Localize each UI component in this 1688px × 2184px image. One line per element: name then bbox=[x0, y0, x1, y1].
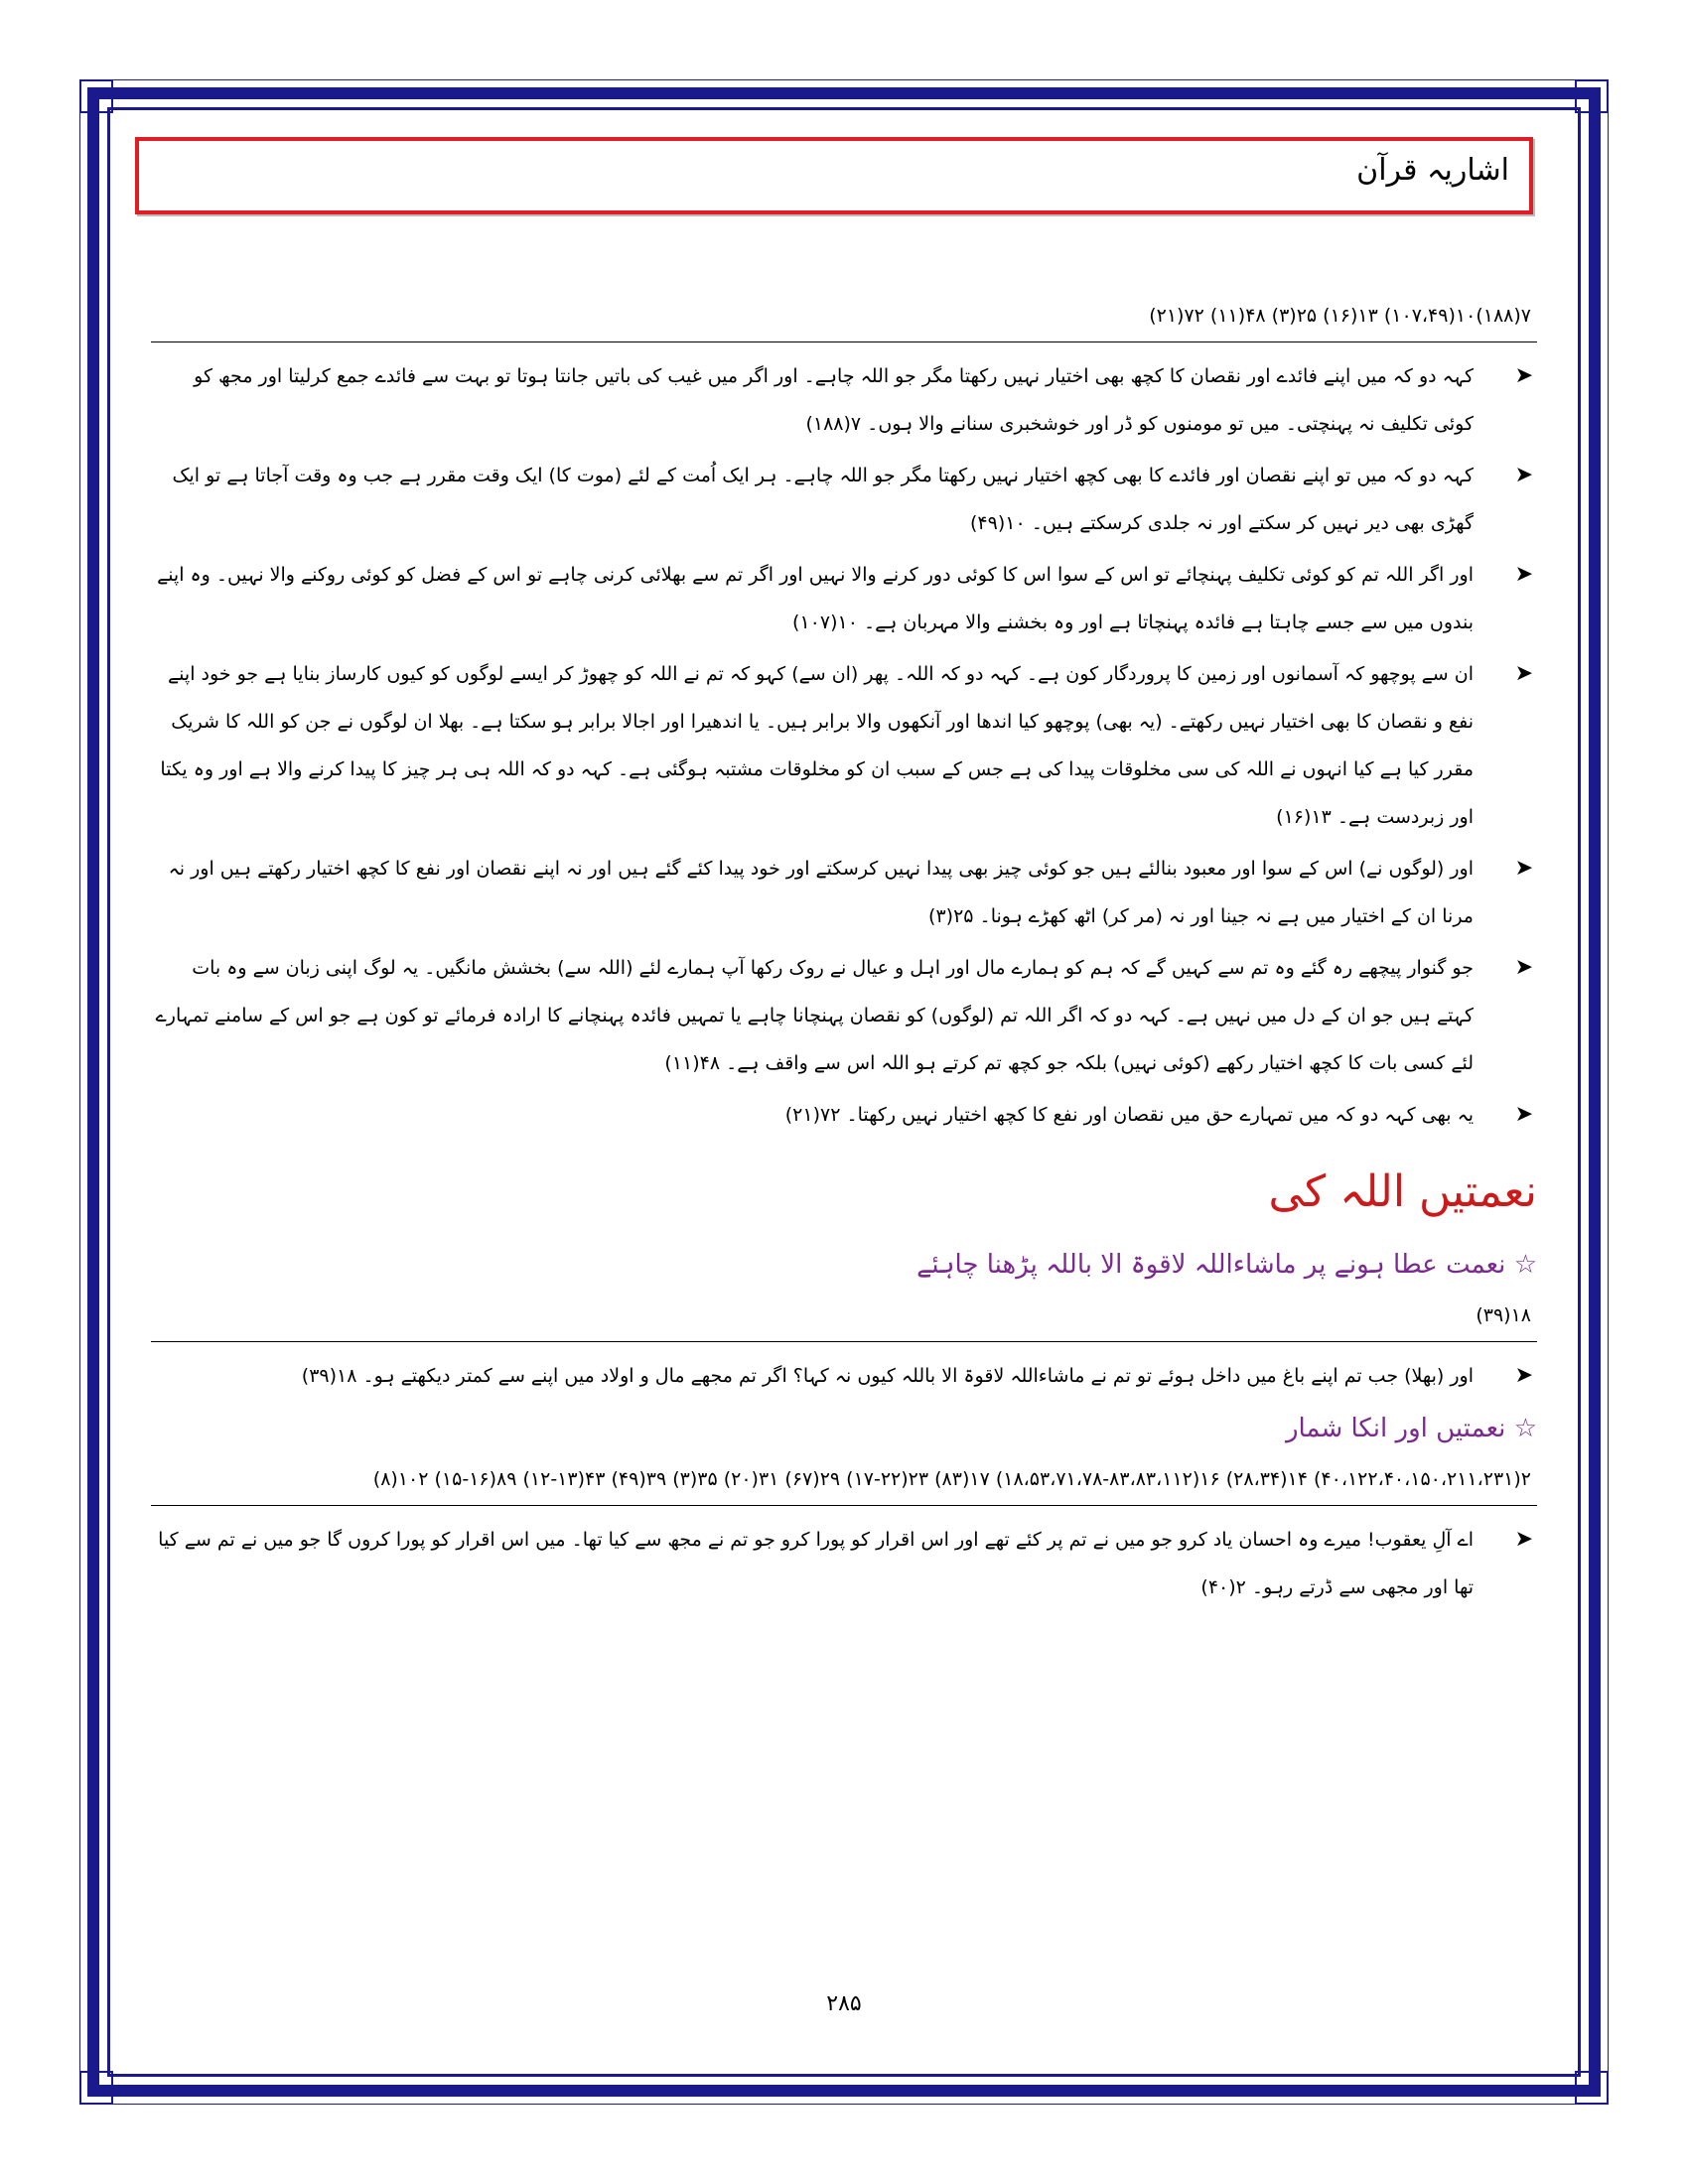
content-area bbox=[151, 298, 1537, 1615]
entry-text: اور اگر اللہ تم کو کوئی تکلیف پہنچائے تو اس کے سوا اس کا کوئی دور کرنے والا نہیں اور اگر تم سے بھلائی کرنی چاہے تو اس کے فضل کو کوئی روکنے والا نہیں۔ وہ اپنے بندوں میں سے جسے چاہتا ہے فائدہ پہنچاتا ہے اور وہ بخشنے والا مہربان ہے۔ ۱۰(۱۰۷) bbox=[157, 564, 1474, 633]
list-item bbox=[151, 551, 1537, 646]
list-item bbox=[151, 1352, 1537, 1400]
arrow-bullet-icon: ➤ bbox=[1514, 363, 1533, 388]
border-corner bbox=[79, 2071, 113, 2105]
divider bbox=[151, 1505, 1537, 1506]
arrow-bullet-icon: ➤ bbox=[1514, 463, 1533, 487]
entry-text: ان سے پوچھو کہ آسمانوں اور زمین کا پروردگار کون ہے۔ کہہ دو کہ اللہ۔ پھر (ان سے) کہو کہ تم نے اللہ کو چھوڑ کر ایسے لوگوں کو کیوں کارساز بنایا ہے جو خود اپنے نفع و نقصان کا بھی اختیار نہیں رکھتے۔ (یہ بھی) پوچھو کیا اندھا اور آنکھوں والا برابر ہیں۔ یا اندھیرا اور اجالا برابر ہو سکتا ہے۔ بھلا ان لوگوں نے جن کو اللہ کا شریک مقرر کیا ہے کیا انہوں نے اللہ کی سی مخلوقات پیدا کی ہے جس کے سبب ان کو مخلوقات مشتبہ ہوگئی ہے۔ کہہ دو کہ اللہ ہی ہر چیز کا پیدا کرنے والا ہے اور وہ یکتا اور زبردست ہے۔ ۱۳(۱۶) bbox=[160, 663, 1474, 828]
list-item bbox=[151, 452, 1537, 547]
star-icon: ☆ bbox=[1513, 1414, 1537, 1443]
arrow-bullet-icon: ➤ bbox=[1514, 856, 1533, 881]
reference-list: ۱۸(۳۹) bbox=[1476, 1304, 1531, 1326]
reference-list: ۲(۴۰،۱۲۲،۴۰،۱۵۰،۲۱۱،۲۳۱) ۱۴(۲۸،۳۴) ۱۶(۱۸،۵۳،۷۱،۷۸-۸۳،۸۳،۱۱۲) ۱۷(۸۳) ۲۳(۱۷-۲۲) ۲۹(۶۷) ۳۱(۲۰) ۳۵(۳) ۳۹(۴۹) ۴۳(۱۲-۱۳) ۸۹(۱۵-۱۶) ۱۰۲(۸) bbox=[372, 1468, 1531, 1490]
star-icon: ☆ bbox=[1513, 1250, 1537, 1280]
page-number: ۲۸۵ bbox=[826, 1991, 862, 2016]
subsection-title bbox=[151, 1240, 1537, 1290]
divider bbox=[151, 341, 1537, 342]
border-corner bbox=[1575, 79, 1609, 113]
subsection-title-text: نعمت عطا ہونے پر ماشاءاللہ لاقوۃ الا باللہ پڑھنا چاہئے bbox=[916, 1250, 1506, 1280]
border-corner bbox=[79, 79, 113, 113]
list-item bbox=[151, 1091, 1537, 1139]
list-item bbox=[151, 1516, 1537, 1611]
entry-text: اور (بھلا) جب تم اپنے باغ میں داخل ہوئے تو تم نے ماشاءاللہ لاقوۃ الا باللہ کیوں نہ کہا؟ اگر تم مجھے مال و اولاد میں اپنے سے کمتر دیکھتے ہو۔ ۱۸(۳۹) bbox=[301, 1365, 1474, 1387]
subsection-title-text: نعمتیں اور انکا شمار bbox=[1285, 1414, 1506, 1443]
reference-list: ۷(۱۸۸)۱۰(۱۰۷،۴۹) ۱۳(۱۶) ۲۵(۳) ۴۸(۱۱) ۷۲(۲۱) bbox=[1149, 305, 1531, 327]
entry-text: کہہ دو کہ میں تو اپنے نقصان اور فائدے کا بھی کچھ اختیار نہیں رکھتا مگر جو اللہ چاہے۔ ہر ایک اُمت کے لئے (موت کا) ایک وقت مقرر ہے جب وہ وقت آجاتا ہے تو ایک گھڑی بھی دیر نہیں کر سکتے اور نہ جلدی کرسکتے ہیں۔ ۱۰(۴۹) bbox=[172, 465, 1474, 534]
entry-text: جو گنوار پیچھے رہ گئے وہ تم سے کہیں گے کہ ہم کو ہمارے مال اور اہل و عیال نے روک رکھا آپ ہمارے لئے (اللہ سے) بخشش مانگیں۔ یہ لوگ اپنی زبان سے وہ بات کہتے ہیں جو ان کے دل میں نہیں ہے۔ کہہ دو کہ اگر اللہ تم (لوگوں) کو نقصان پہنچانا چاہے یا تمہیں فائدہ پہنچانے کا ارادہ فرمائے تو کون ہے جو اس کے سامنے تمہارے لئے کسی بات کا کچھ اختیار رکھے (کوئی نہیں) بلکہ جو کچھ تم کرتے ہو اللہ اس سے واقف ہے۔ ۴۸(۱۱) bbox=[155, 957, 1474, 1074]
entry-text: کہہ دو کہ میں اپنے فائدے اور نقصان کا کچھ بھی اختیار نہیں رکھتا مگر جو اللہ چاہے۔ اور اگر میں غیب کی باتیں جانتا ہوتا تو بہت سے فائدے جمع کرلیتا اور مجھ کو کوئی تکلیف نہ پہنچتی۔ میں تو مومنوں کو ڈر اور خوشخبری سنانے والا ہوں۔ ۷(۱۸۸) bbox=[194, 365, 1474, 435]
list-item bbox=[151, 944, 1537, 1087]
arrow-bullet-icon: ➤ bbox=[1514, 661, 1533, 686]
arrow-bullet-icon: ➤ bbox=[1514, 955, 1533, 980]
entry-text: یہ بھی کہہ دو کہ میں تمہارے حق میں نقصان اور نفع کا کچھ اختیار نہیں رکھتا۔ ۷۲(۲۱) bbox=[784, 1104, 1474, 1126]
divider bbox=[151, 1341, 1537, 1342]
header-title: اشاریہ قرآن bbox=[1356, 153, 1509, 188]
arrow-bullet-icon: ➤ bbox=[1514, 1527, 1533, 1552]
subsection-title bbox=[151, 1404, 1537, 1453]
list-item bbox=[151, 352, 1537, 448]
entry-text: اور (لوگوں نے) اس کے سوا اور معبود بنالئے ہیں جو کوئی چیز بھی پیدا نہیں کرسکتے اور خود پیدا کئے گئے ہیں اور نہ اپنے نقصان اور نفع کا کچھ اختیار رکھتے ہیں اور نہ مرنا ان کے اختیار میں ہے نہ جینا اور نہ (مر کر) اٹھ کھڑے ہونا۔ ۲۵(۳) bbox=[168, 858, 1474, 927]
arrow-bullet-icon: ➤ bbox=[1514, 562, 1533, 587]
section-title: نعمتیں اللہ کی bbox=[1268, 1166, 1537, 1217]
list-item bbox=[151, 650, 1537, 841]
header-box bbox=[135, 137, 1533, 214]
border-corner bbox=[1575, 2071, 1609, 2105]
list-item bbox=[151, 845, 1537, 940]
entry-text: اے آلِ یعقوب! میرے وہ احسان یاد کرو جو میں نے تم پر کئے تھے اور اس اقرار کو پورا کرو جو تم نے مجھ سے کیا تھا۔ میں اس اقرار کو پورا کروں گا جو میں نے تم سے کیا تھا اور مجھی سے ڈرتے رہو۔ ۲(۴۰) bbox=[158, 1529, 1474, 1598]
arrow-bullet-icon: ➤ bbox=[1514, 1363, 1533, 1388]
arrow-bullet-icon: ➤ bbox=[1514, 1102, 1533, 1127]
